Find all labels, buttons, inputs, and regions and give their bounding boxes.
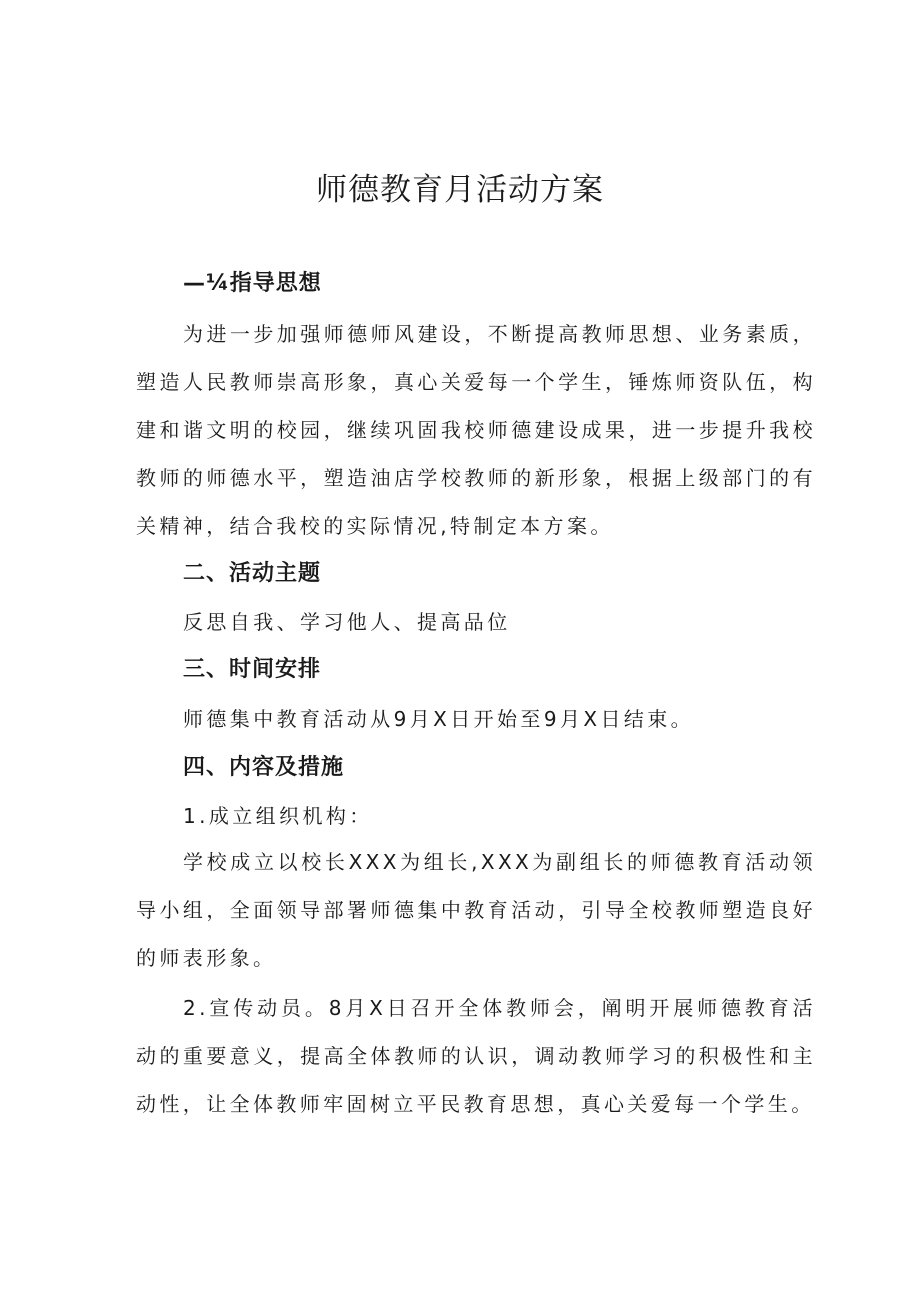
section-body-schedule: 师德集中教育活动从9月X日开始至9月X日结束。: [183, 707, 695, 731]
section-heading-activity-theme: 二、活动主题: [183, 561, 322, 586]
section-heading-content-measures: 四、内容及措施: [183, 755, 345, 780]
section-body-guiding-thought: 为进一步加强师德师风建设，不断提高教师思想、业务素质，塑造人民教师崇高形象，真心关爱每一个学生，锤炼师资队伍，构建和谐文明的校园，继续巩固我校师德建设成果，进一步提升我校教师的师德水平，塑造油店学校教师的新形象，根据上级部门的有关精神，结合我校的实际情况,特制定本方案。: [136, 322, 816, 538]
section-body-activity-theme: 反思自我、学习他人、提高品位: [183, 610, 511, 634]
item-2-body: 2.宣传动员。8月X日召开全体教师会，阐明开展师德教育活动的重要意义，提高全体教师的认识，调动教师学习的积极性和主动性，让全体教师牢固树立平民教育思想，真心关爱每一个学生。: [136, 996, 816, 1116]
section-heading-guiding-thought: —¼指导思想: [183, 271, 322, 296]
section-heading-schedule: 三、时间安排: [183, 657, 322, 682]
item-1-body: 学校成立以校长XXX为组长,XXX为副组长的师德教育活动领导小组，全面领导部署师德集中教育活动，引导全校教师塑造良好的师表形象。: [136, 850, 816, 970]
item-1-title: 1.成立组织机构：: [183, 804, 373, 828]
document-title: 师德教育月活动方案: [316, 172, 604, 208]
